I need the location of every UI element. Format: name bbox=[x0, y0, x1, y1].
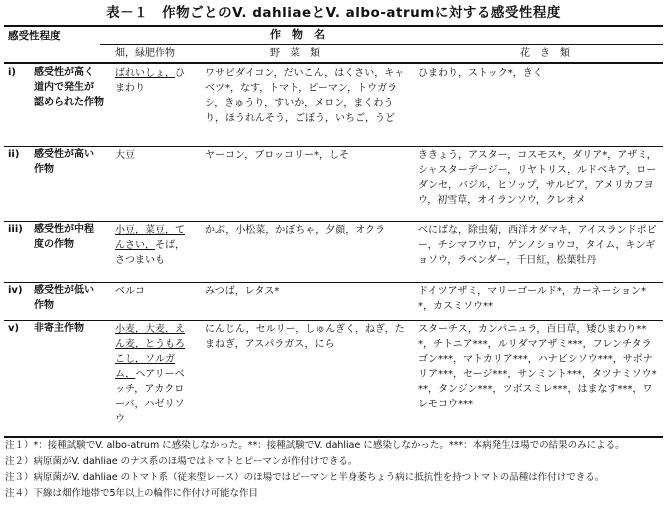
field-crop-item: 小麦， bbox=[115, 324, 145, 335]
flowers-cell: ききょう，アスター，コスモス*，ダリア*，アザミ，シャスターデージー，リヤトリス，ルドベキア，ローダンセ，バジル，ヒソップ，サルビア，アメリカフヨウ，初雪草，オイランソウ，クレオメ bbox=[418, 150, 657, 206]
field-crop-item: そば， bbox=[155, 240, 185, 251]
rule-top bbox=[4, 25, 663, 27]
rule-header-bottom bbox=[4, 62, 663, 64]
field-crop-item: アカクローバ， bbox=[115, 384, 185, 410]
vegetables-cell: ワサビダイコン，だいこん，はくさい，キャベツ*，なす，トマト，ピーマン，トウガラシ，きゅうり，すいか，メロン，まくわうり，ほうれんそう，ごぼう，いちご，うど bbox=[205, 68, 405, 124]
header-crop-name: 作 物 名 bbox=[270, 28, 325, 41]
row-label: 感受性が低い bbox=[34, 285, 94, 296]
row-index: ii) bbox=[8, 149, 20, 160]
field-crop-item: てんさい， bbox=[115, 225, 185, 251]
vegetables-cell: にんじん，セルリー，しゅんぎく，ねぎ，たまねぎ，アスパラガス，にら bbox=[205, 324, 405, 350]
row-label: 感受性が高く bbox=[34, 67, 94, 78]
field-crop-item: ひまわり bbox=[115, 68, 185, 94]
row-label: 作物 bbox=[34, 164, 54, 175]
field-crop-item: ハゼリソウ bbox=[115, 399, 185, 425]
row-label: 非寄主作物 bbox=[34, 323, 84, 334]
rule-subheader bbox=[100, 44, 663, 45]
header-field-green: 畑，緑肥作物 bbox=[115, 48, 175, 59]
row-divider bbox=[4, 146, 663, 147]
field-crop-item: ソルガム， bbox=[115, 354, 175, 380]
note-1: 注１）*：接種試験でV. albo-atrum に感染しなかった。**：接種試験でV. dahliae に感染しなかった。***：本病発生ほ場での結果のみによる。 bbox=[5, 440, 625, 451]
field-crops-cell bbox=[115, 223, 193, 268]
rule-table-bottom bbox=[4, 436, 663, 438]
row-label: 感受性が中程 bbox=[34, 224, 94, 235]
field-crop-item: えん麦， bbox=[115, 324, 185, 350]
note-3: 注３）病原菌がV. dahliae のトマト系（従来型レース）のほ場ではピーマンと半身萎ちょう病に抵抗性を持つトマトの品種は作付けできる。 bbox=[5, 472, 605, 483]
flowers-cell: べにばな，除虫菊，西洋オダマキ，アイスランドポピー，チシマフウロ，ゲンノショウコ，タイム，キンギョソウ，ラベンダー，千日紅，松葉牡丹 bbox=[418, 225, 657, 266]
row-label: 度の作物 bbox=[34, 239, 74, 250]
field-crop-item: ベルコ bbox=[115, 286, 145, 297]
row-index: iii) bbox=[8, 224, 23, 235]
field-crop-item: 菜豆， bbox=[145, 225, 175, 236]
flowers-cell: ひまわり，ストック*，きく bbox=[418, 68, 543, 79]
header-sensitivity: 感受性程度 bbox=[8, 30, 61, 42]
vegetables-cell: ヤーコン，ブロッコリー*，しそ bbox=[205, 150, 349, 161]
flowers-cell: ドイツアザミ，マリーゴールド*，カーネーション**，カスミソウ** bbox=[418, 286, 646, 312]
vegetables-cell: かぶ，小松菜，かぼちゃ，夕顔，オクラ bbox=[205, 225, 385, 236]
field-crops-cell bbox=[115, 322, 193, 427]
field-crop-item: とうもろこし， bbox=[115, 339, 185, 365]
field-crops-cell bbox=[115, 284, 193, 299]
row-divider bbox=[4, 221, 663, 222]
row-index: i) bbox=[8, 67, 16, 78]
field-crop-item: 大麦， bbox=[145, 324, 175, 335]
field-crop-item: 小豆， bbox=[115, 225, 145, 236]
table-title: 表－１ 作物ごとのV. dahliaeとV. albo-atrumに対する感受性程度 bbox=[106, 5, 561, 21]
note-4: 注４）下線は畑作地帯で5年以上の輪作に作付け可能な作目 bbox=[5, 488, 259, 499]
row-index: v) bbox=[8, 323, 20, 334]
field-crop-item: 大豆 bbox=[115, 150, 135, 161]
field-crops-cell bbox=[115, 66, 193, 96]
row-label: 認められた作物 bbox=[34, 97, 104, 108]
row-divider bbox=[4, 282, 663, 283]
row-divider bbox=[4, 320, 663, 321]
vegetables-cell: みつば，レタス* bbox=[205, 286, 280, 297]
note-2: 注２）病原菌がV. dahliae のナス系のほ場ではトマトとピーマンが作付けできる。 bbox=[5, 456, 358, 467]
header-vegetables: 野 菜 類 bbox=[270, 48, 320, 59]
row-index: iv) bbox=[8, 285, 23, 296]
field-crops-cell bbox=[115, 148, 193, 163]
row-label: 作物 bbox=[34, 300, 54, 311]
row-label: 感受性が高い bbox=[34, 149, 94, 160]
field-crop-item: ばれいしょ， bbox=[115, 68, 175, 79]
row-label: 道内で発生が bbox=[34, 82, 94, 93]
flowers-cell: スターチス，カンパニュラ，百日草，矮ひまわり***，チトニア***，ルリダマアザミ***，フレンチタラゴン***，マトカリア***，ハナビシソウ***，サポナリア***，セージ***，サンミント***，タツナミソウ***，タンジン***，ツボスミレ***，はまなす***，ワレモコウ*** bbox=[418, 324, 657, 410]
header-flowers: 花 き 類 bbox=[520, 48, 570, 59]
field-crop-item: さつまいも bbox=[115, 255, 165, 266]
field-crop-item: ヘアリーベッチ， bbox=[115, 369, 185, 395]
